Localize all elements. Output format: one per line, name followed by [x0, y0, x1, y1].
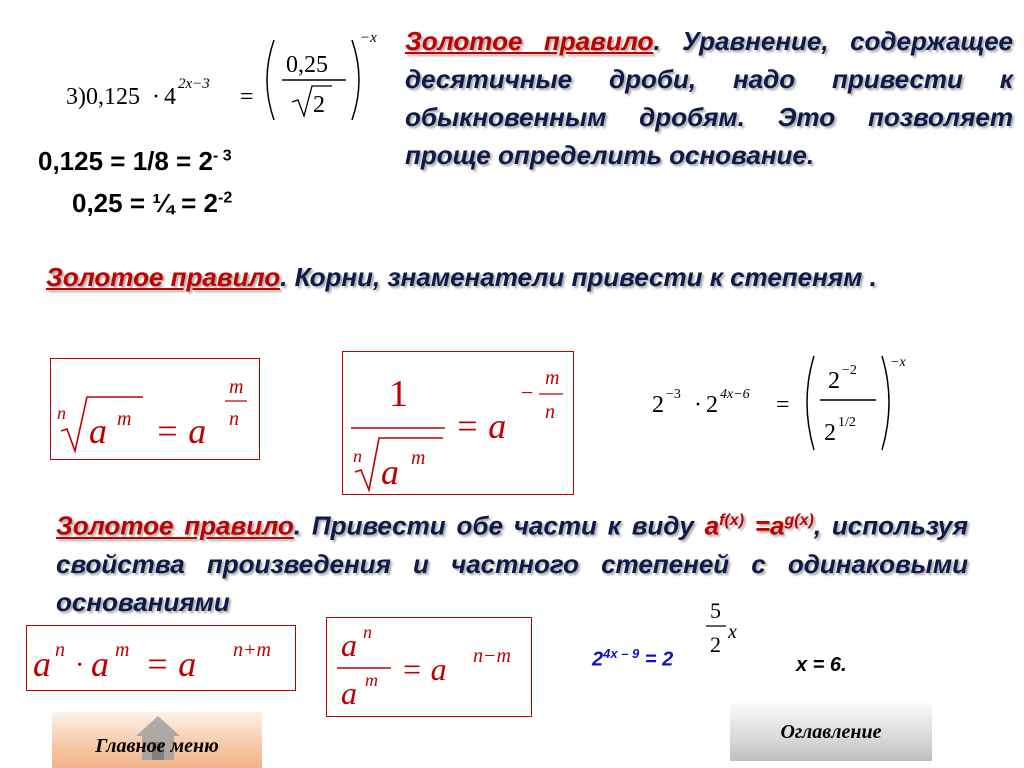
rule-3-text-b: , используя свойства произведения и частного степеней с одинаковыми основаниями: [56, 510, 969, 617]
mul-rhs: = a: [145, 644, 197, 684]
eq3-den: 2: [313, 92, 325, 118]
inv-base-a: a: [381, 452, 399, 492]
eqb-den-e: 1/2: [838, 415, 856, 430]
main-menu-button[interactable]: [52, 712, 262, 768]
root-frac-n: n: [229, 408, 239, 430]
rule-3-eq: =a: [744, 510, 785, 541]
eqb-outer: −x: [890, 355, 906, 370]
rule-3-af: a: [704, 510, 720, 541]
div-n: n: [363, 622, 372, 642]
rule-3-label: Золотое правило: [56, 510, 294, 541]
mul-a1: a: [33, 644, 51, 684]
rule-1-label: Золотое правило: [405, 26, 654, 56]
formula-div-svg: [327, 618, 531, 716]
contents-button[interactable]: [730, 703, 932, 761]
inv-frac-n: n: [545, 401, 555, 423]
rule-1-text: Уравнение, содержащее десятичные дроби, надо привести к обыкновенным дробям. Это позволяет проще определить основание.: [405, 26, 1013, 170]
eqb-e2: 4x−6: [720, 387, 750, 402]
rule-2-label: Золотое правило: [46, 262, 281, 292]
final-frac-num: 5: [710, 598, 721, 623]
rule-3-text-a: Привести обе части к виду: [311, 510, 705, 541]
answer: x = 6.: [796, 654, 847, 676]
root-exp-m: m: [117, 408, 132, 430]
root-rhs: = a: [155, 411, 207, 451]
eq3-dot: ·: [152, 84, 160, 110]
eqb-b1: 2: [652, 392, 664, 418]
mul-dot: ·: [75, 650, 85, 681]
rule-3: Золотое правило. Привести обе части к виду $a^{f(x)} =a^{g(x)}$, используя свойства произведения и частного степеней с одинаковыми основаниями: [56, 510, 969, 617]
eqb-num-b: 2: [828, 368, 840, 394]
rule-3-fx: f(x): [719, 512, 745, 529]
div-nm: n−m: [473, 645, 511, 667]
mul-m: m: [115, 639, 130, 661]
formula-inverse-root: [342, 351, 574, 495]
rule-3-gx: g(x): [784, 512, 814, 529]
equation-b-svg: [648, 346, 928, 460]
equation-3-svg: [60, 22, 390, 122]
final-equation: [592, 596, 762, 686]
eq3-num: 0,25: [286, 52, 328, 78]
eq3-prefix: 3)0,125: [66, 84, 140, 110]
formula-root-svg: [51, 359, 259, 459]
div-a1: a: [341, 627, 357, 663]
final-eq-lhs: [592, 646, 673, 672]
eqb-den-b: 2: [824, 420, 836, 446]
conv2-text: 0,25 = ¼ = 2: [72, 188, 219, 218]
final-frac-den: 2: [710, 632, 721, 657]
rule-2: Золотое правило. Корни, знаменатели привести к степеням .: [46, 262, 877, 292]
final-frac-svg: [704, 596, 754, 686]
root-index-n: n: [57, 403, 66, 423]
inv-minus: −: [521, 380, 534, 405]
eqb-e1: −3: [666, 387, 681, 402]
equation-b: [648, 346, 928, 460]
contents-label: Оглавление: [780, 720, 882, 743]
div-m: m: [365, 670, 378, 690]
inv-exp-m: m: [411, 447, 426, 469]
conv1-text: 0,125 = 1/8 = 2: [38, 146, 213, 176]
mul-n: n: [55, 639, 65, 661]
equation-3: [60, 22, 390, 122]
formula-divide: [326, 617, 532, 717]
rule-1: Золотое правило. Уравнение, содержащее десятичные дроби, надо привести к обыкновенным дробям. Это позволяет проще определить основание.: [405, 26, 1013, 170]
mul-a2: a: [91, 644, 109, 684]
eq3-eq: =: [240, 84, 254, 110]
eqb-eq: =: [776, 392, 790, 418]
conv2-exp: -2: [218, 189, 233, 207]
root-base-a: a: [89, 411, 107, 451]
eqb-b2: 2: [706, 392, 718, 418]
eqb-dot: ·: [694, 392, 702, 418]
final-eq: = 2: [639, 648, 674, 671]
conversion-2: [72, 188, 232, 219]
eq3-outer-exp: −x: [360, 30, 377, 46]
inv-index-n: n: [353, 446, 362, 466]
formula-root-power: [50, 358, 260, 460]
inv-frac-m: m: [545, 367, 560, 389]
div-rhs: = a: [401, 651, 447, 687]
formula-multiply: [26, 625, 296, 691]
eq3-exp: 2x−3: [178, 76, 210, 92]
root-frac-m: m: [229, 376, 244, 398]
conv1-exp: - 3: [212, 147, 232, 165]
inv-one: 1: [389, 373, 408, 415]
final-exp: 4x – 9: [603, 646, 640, 661]
formula-inv-svg: [343, 352, 573, 494]
eq3-base: 4: [164, 84, 176, 110]
formula-mul-svg: [27, 626, 295, 690]
mul-nm: n+m: [233, 639, 271, 661]
conversion-1: [38, 146, 232, 177]
final-x: x: [728, 621, 737, 643]
eqb-num-e: −2: [842, 363, 857, 378]
rule-2-text: Корни, знаменатели привести к степеням .: [294, 262, 877, 292]
inv-rhs: = a: [455, 406, 507, 446]
final-base: 2: [592, 648, 604, 671]
div-a2: a: [341, 675, 357, 711]
main-menu-label: Главное меню: [95, 734, 219, 757]
